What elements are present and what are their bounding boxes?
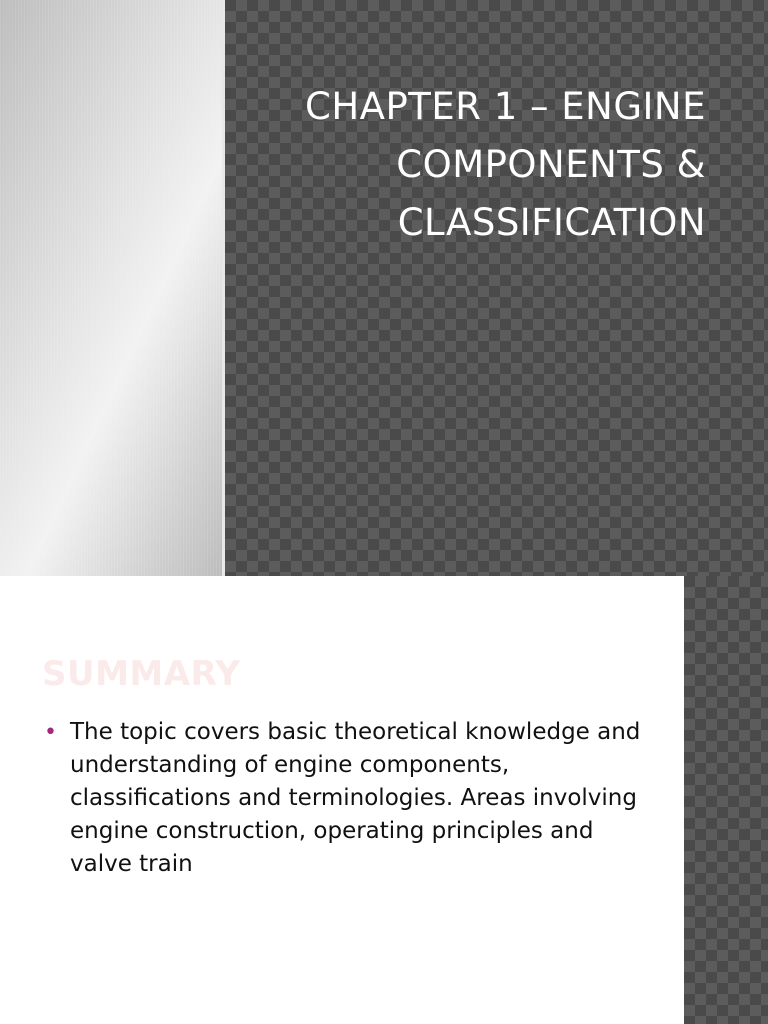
gradient-panel [0,0,224,576]
summary-slide [0,576,768,1024]
bullet-icon: • [44,720,57,745]
summary-list [44,716,644,881]
summary-heading: SUMMARY [42,654,241,694]
diamond-pattern-strip [684,576,768,1024]
slide-title: CHAPTER 1 – ENGINE COMPONENTS & CLASSIFICATION [305,85,706,244]
summary-text: The topic covers basic theoretical knowledge and understanding of engine components, classifications and terminologies. Areas involving engine construction, operating principles and valve train [70,719,641,877]
list-item [44,716,644,881]
